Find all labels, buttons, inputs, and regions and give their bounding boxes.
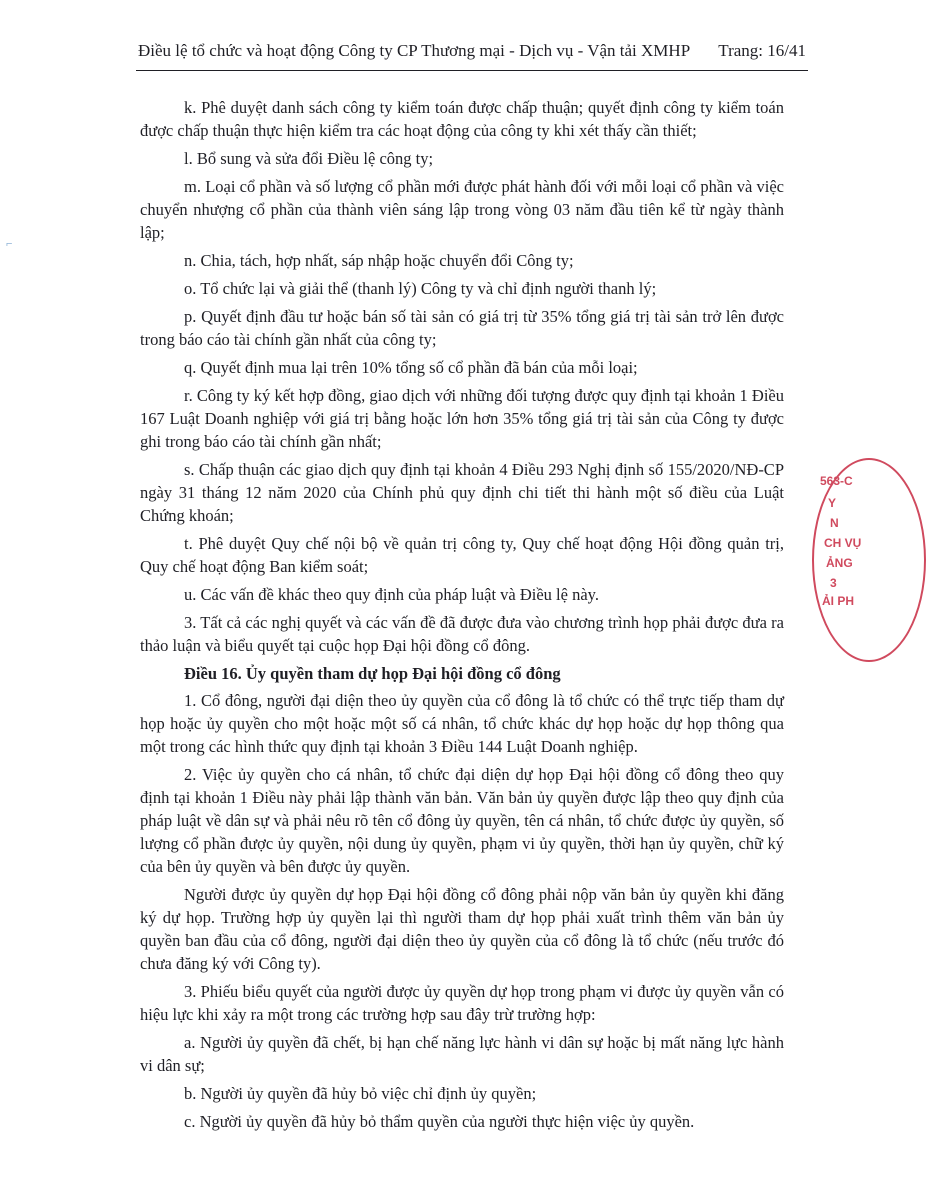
paragraph-k: k. Phê duyệt danh sách công ty kiểm toán được chấp thuận; quyết định công ty kiểm toán được chấp thuận thực hiện kiểm tra các hoạt động của công ty khi xét thấy cần thiết; xyxy=(140,98,784,140)
page-number: Trang: 16/41 xyxy=(718,41,806,60)
stamp-line: 3 xyxy=(830,576,837,590)
paragraph-q: q. Quyết định mua lại trên 10% tổng số cổ phần đã bán của mỗi loại; xyxy=(184,358,638,377)
stamp-line: ẢNG xyxy=(826,556,853,570)
company-seal-stamp xyxy=(812,458,926,662)
document-body xyxy=(140,96,784,1138)
paragraph-l: l. Bổ sung và sửa đổi Điều lệ công ty; xyxy=(184,149,434,168)
section-paragraph-3: 3. Phiếu biểu quyết của người được ủy quyền dự họp trong phạm vi được ủy quyền vẫn có hiệu lực khi xảy ra một trong các trường hợp sau đây trừ trường hợp: xyxy=(140,982,784,1024)
stamp-line: ẢI PH xyxy=(822,594,855,608)
section-paragraph-c: c. Người ủy quyền đã hủy bỏ thẩm quyền của người thực hiện việc ủy quyền. xyxy=(184,1112,695,1131)
section-paragraph-2b: Người được ủy quyền dự họp Đại hội đồng cổ đông phải nộp văn bản ủy quyền khi đăng ký dự họp. Trường hợp ủy quyền lại thì người tham dự họp phải xuất trình thêm văn bản ủy quyền ban đầu của cổ đông, người đại diện theo ủy quyền của cổ đông là tổ chức (nếu trước đó chưa đăng ký với Công ty). xyxy=(140,885,784,973)
paragraph-t: t. Phê duyệt Quy chế nội bộ về quản trị công ty, Quy chế hoạt động Hội đồng quản trị, Quy chế hoạt động Ban kiểm soát; xyxy=(140,534,784,576)
stamp-line: N xyxy=(830,516,839,530)
stamp-line: CH VỤ xyxy=(824,536,862,550)
paragraph-3: 3. Tất cả các nghị quyết và các vấn đề đã được đưa vào chương trình họp phải được đưa ra thảo luận và biểu quyết tại cuộc họp Đại hội đồng cổ đông. xyxy=(140,613,784,655)
section-paragraph-a: a. Người ủy quyền đã chết, bị hạn chế năng lực hành vi dân sự hoặc bị mất năng lực hành vi dân sự; xyxy=(140,1033,784,1075)
paragraph-o: o. Tổ chức lại và giải thể (thanh lý) Công ty và chỉ định người thanh lý; xyxy=(184,279,657,298)
paragraph-m: m. Loại cổ phần và số lượng cổ phần mới được phát hành đối với mỗi loại cổ phần và việc chuyển nhượng cổ phần của thành viên sáng lập trong vòng 03 năm đầu tiên kể từ ngày thành lập; xyxy=(140,177,784,242)
section-paragraph-b: b. Người ủy quyền đã hủy bỏ việc chỉ định ủy quyền; xyxy=(184,1084,537,1103)
header-divider xyxy=(136,70,808,71)
page-header xyxy=(138,41,806,61)
section-heading: Điều 16. Ủy quyền tham dự họp Đại hội đồng cổ đông xyxy=(184,664,561,683)
paragraph-n: n. Chia, tách, hợp nhất, sáp nhập hoặc chuyển đổi Công ty; xyxy=(184,251,574,270)
stamp-line: 563-C xyxy=(820,474,853,488)
section-paragraph-2: 2. Việc ủy quyền cho cá nhân, tổ chức đại diện dự họp Đại hội đồng cổ đông theo quy định tại khoản 1 Điều này phải lập thành văn bản. Văn bản ủy quyền được lập theo quy định của pháp luật về dân sự và phải nêu rõ tên cổ đông ủy quyền, tên cá nhân, tổ chức được ủy quyền, số lượng cổ phần được ủy quyền, nội dung ủy quyền, phạm vi ủy quyền, thời hạn ủy quyền, chữ ký của bên ủy quyền và bên được ủy quyền. xyxy=(140,765,784,876)
paragraph-s: s. Chấp thuận các giao dịch quy định tại khoản 4 Điều 293 Nghị định số 155/2020/NĐ-CP ngày 31 tháng 12 năm 2020 của Chính phủ quy định chi tiết thi hành một số điều của Luật Chứng khoán; xyxy=(140,460,784,525)
paragraph-u: u. Các vấn đề khác theo quy định của pháp luật và Điều lệ này. xyxy=(184,585,599,604)
stamp-line: Y xyxy=(828,496,837,510)
scan-mark-icon: ⌐ xyxy=(6,238,13,250)
section-paragraph-1: 1. Cổ đông, người đại diện theo ủy quyền của cổ đông là tổ chức có thể trực tiếp tham dự họp hoặc ủy quyền cho một hoặc một số cá nhân, tổ chức khác dự họp hoặc dự họp thông qua một trong các hình thức quy định tại khoản 3 Điều 144 Luật Doanh nghiệp. xyxy=(140,691,784,756)
header-title: Điều lệ tổ chức và hoạt động Công ty CP Thương mại - Dịch vụ - Vận tải XMHP xyxy=(138,41,691,60)
paragraph-p: p. Quyết định đầu tư hoặc bán số tài sản có giá trị từ 35% tổng giá trị tài sản trở lên được trong báo cáo tài chính gần nhất của công ty; xyxy=(140,307,784,349)
paragraph-r: r. Công ty ký kết hợp đồng, giao dịch với những đối tượng được quy định tại khoản 1 Điều 167 Luật Doanh nghiệp với giá trị bằng hoặc lớn hơn 35% tổng giá trị tài sản của Công ty được ghi trong báo cáo tài chính gần nhất; xyxy=(140,386,784,451)
